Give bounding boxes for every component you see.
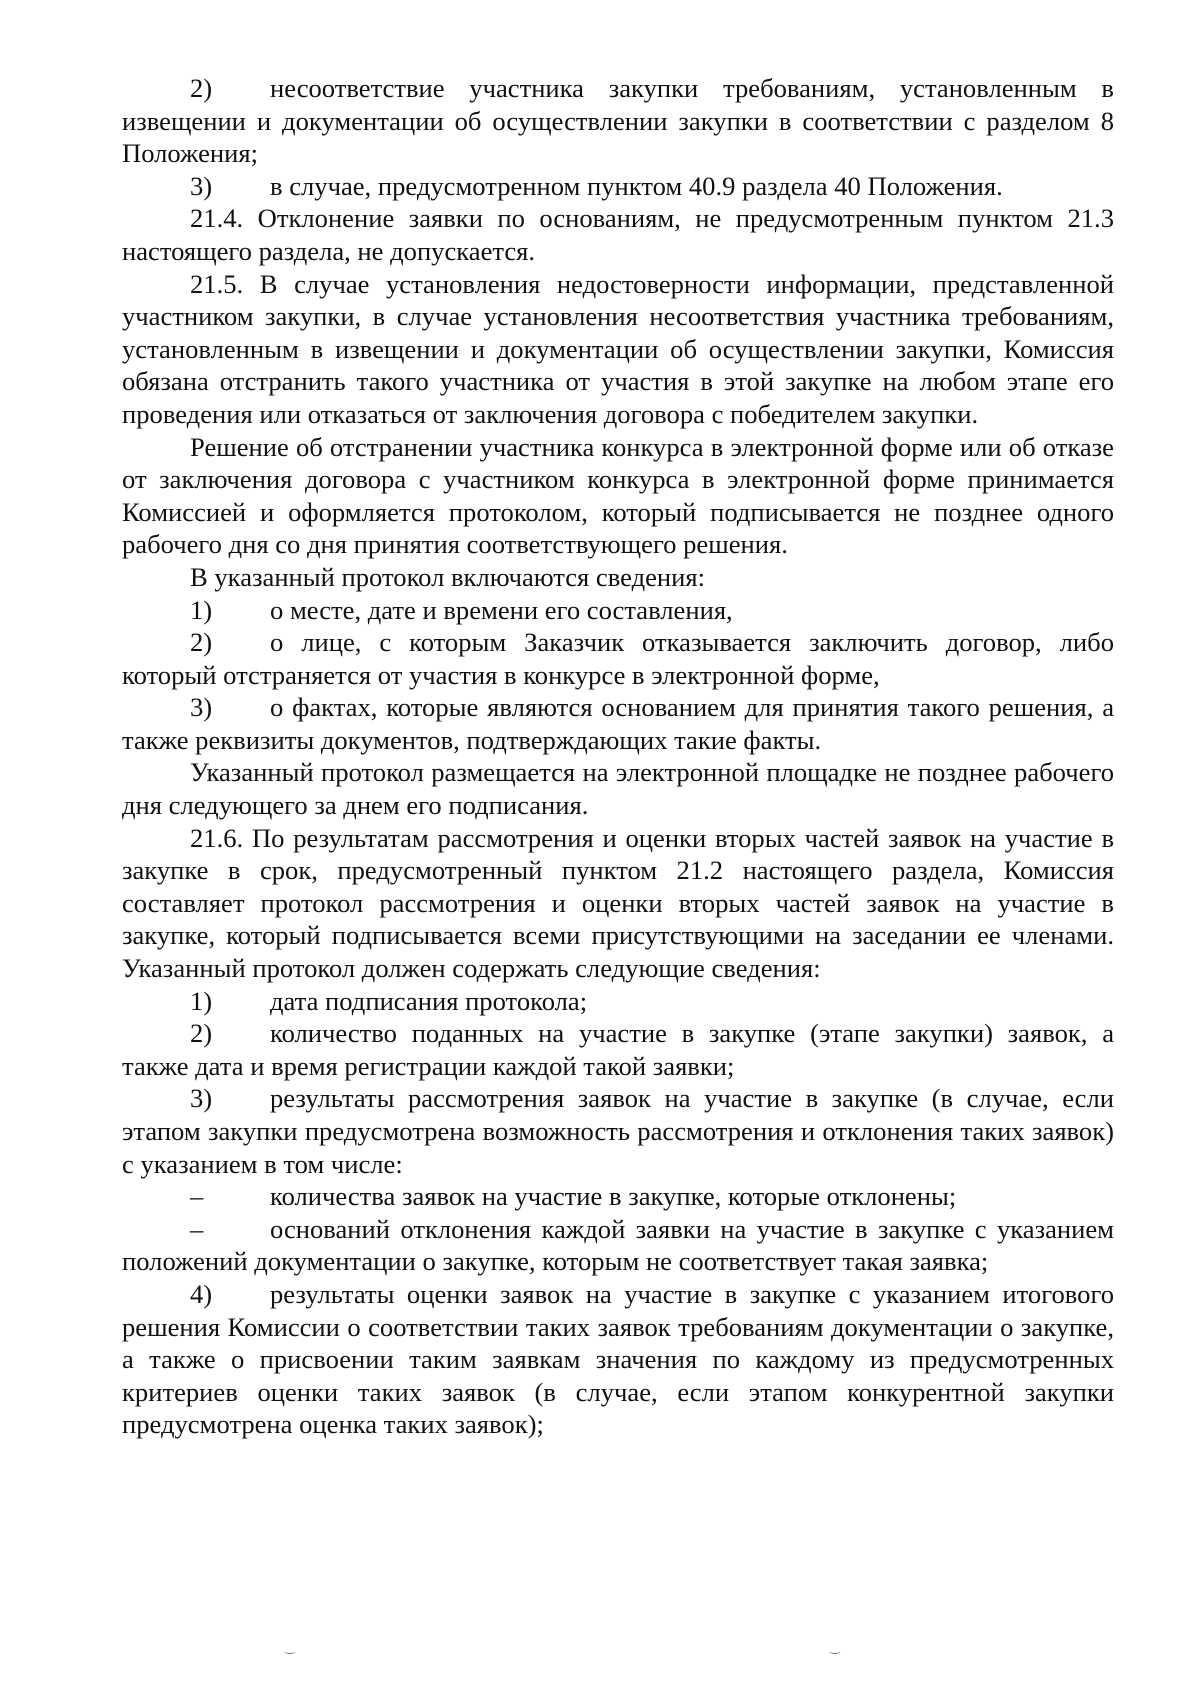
list-item: [122, 72, 1114, 170]
item-number: 4): [190, 1278, 213, 1309]
item-number: 2): [190, 627, 213, 658]
item-text: о месте, дате и времени его составления,: [270, 594, 733, 625]
paragraph-21-6: 21.6. По результатам рассмотрения и оценки вторых частей заявок на участие в закупке в срок, предусмотренный пунктом 21.2 настоящего раздела, Комиссия составляет протокол рассмотрения и оценки вторых частей заявок на участие в закупке, который подписывается всеми присутствующими на заседании ее членами. Указанный протокол должен содержать следующие сведения:: [122, 822, 1114, 984]
item-text: количество поданных на участие в закупке (этапе закупки) заявок, а также дата и время регистрации каждой такой заявки;: [122, 1018, 1114, 1081]
item-text: о лице, с которым Заказчик отказывается заключить договор, либо который отстраняется от участия в конкурсе в электронной форме,: [122, 627, 1114, 690]
item-text: несоответствие участника закупки требованиям, установленным в извещении и документации об осуществлении закупки в соответствии с разделом 8 Положения;: [122, 73, 1114, 169]
list-item: [122, 1017, 1114, 1082]
paragraph-21-4: 21.4. Отклонение заявки по основаниям, не предусмотренным пунктом 21.3 настоящего раздела, не допускается.: [122, 203, 1114, 266]
list-item: [122, 985, 1114, 1018]
scan-artifact-mark: ‿: [830, 1640, 840, 1654]
list-item: [122, 1278, 1114, 1441]
list-item: [122, 626, 1114, 691]
item-text: количества заявок на участие в закупке, которые отклонены;: [270, 1181, 957, 1212]
item-text: результаты рассмотрения заявок на участие в закупке (в случае, если этапом закупки предусмотрена возможность рассмотрения и отклонения таких заявок) с указанием в том числе:: [122, 1083, 1114, 1179]
item-number: 2): [190, 1018, 213, 1049]
item-number: 1): [190, 985, 213, 1016]
item-text: дата подписания протокола;: [270, 985, 588, 1016]
item-text: результаты оценки заявок на участие в закупке с указанием итогового решения Комиссии о соответствии таких заявок требованиям документации о закупке, а также о присвоении таким заявкам значения по каждому из предусмотренных критериев оценки таких заявок (в случае, если этапом конкурентной закупки предусмотрена оценка таких заявок);: [122, 1278, 1114, 1440]
paragraph: Решение об отстранении участника конкурса в электронной форме или об отказе от заключения договора с участником конкурса в электронной форме принимается Комиссией и оформляется протоколом, который подписывается не позднее одного рабочего дня со дня принятия соответствующего решения.: [122, 431, 1114, 560]
paragraph: Указанный протокол размещается на электронной площадке не позднее рабочего дня следующего за днем его подписания.: [122, 757, 1114, 821]
item-number: 3): [190, 1083, 213, 1114]
scan-artifact-mark: ‿: [285, 1640, 295, 1654]
dash-marker: –: [190, 1213, 204, 1244]
paragraph: В указанный протокол включаются сведения:: [190, 561, 706, 592]
document-body: [122, 72, 1114, 1441]
item-text: оснований отклонения каждой заявки на участие в закупке с указанием положений документации о закупке, которым не соответствует такая заявка;: [122, 1213, 1114, 1277]
dash-marker: –: [190, 1181, 204, 1212]
list-item: [122, 691, 1114, 756]
item-number: 1): [190, 594, 213, 625]
paragraph-21-5: 21.5. В случае установления недостоверности информации, представленной участником закупки, в случае установления несоответствия участника требованиям, установленным в извещении и документации об осуществлении закупки, Комиссия обязана отстранить такого участника от участия в этой закупке на любом этапе его проведения или отказаться от заключения договора с победителем закупки.: [122, 268, 1114, 429]
item-text: о фактах, которые являются основанием для принятия такого решения, а также реквизиты документов, подтверждающих такие факты.: [122, 692, 1114, 755]
item-text: в случае, предусмотренном пунктом 40.9 раздела 40 Положения.: [270, 170, 1003, 201]
list-item: [122, 1082, 1114, 1180]
list-item: [122, 170, 1114, 203]
item-number: 3): [190, 692, 213, 723]
list-item: [122, 594, 1114, 627]
dash-item: [122, 1213, 1114, 1278]
item-number: 2): [190, 73, 213, 103]
dash-item: [122, 1180, 1114, 1213]
item-number: 3): [190, 170, 213, 201]
